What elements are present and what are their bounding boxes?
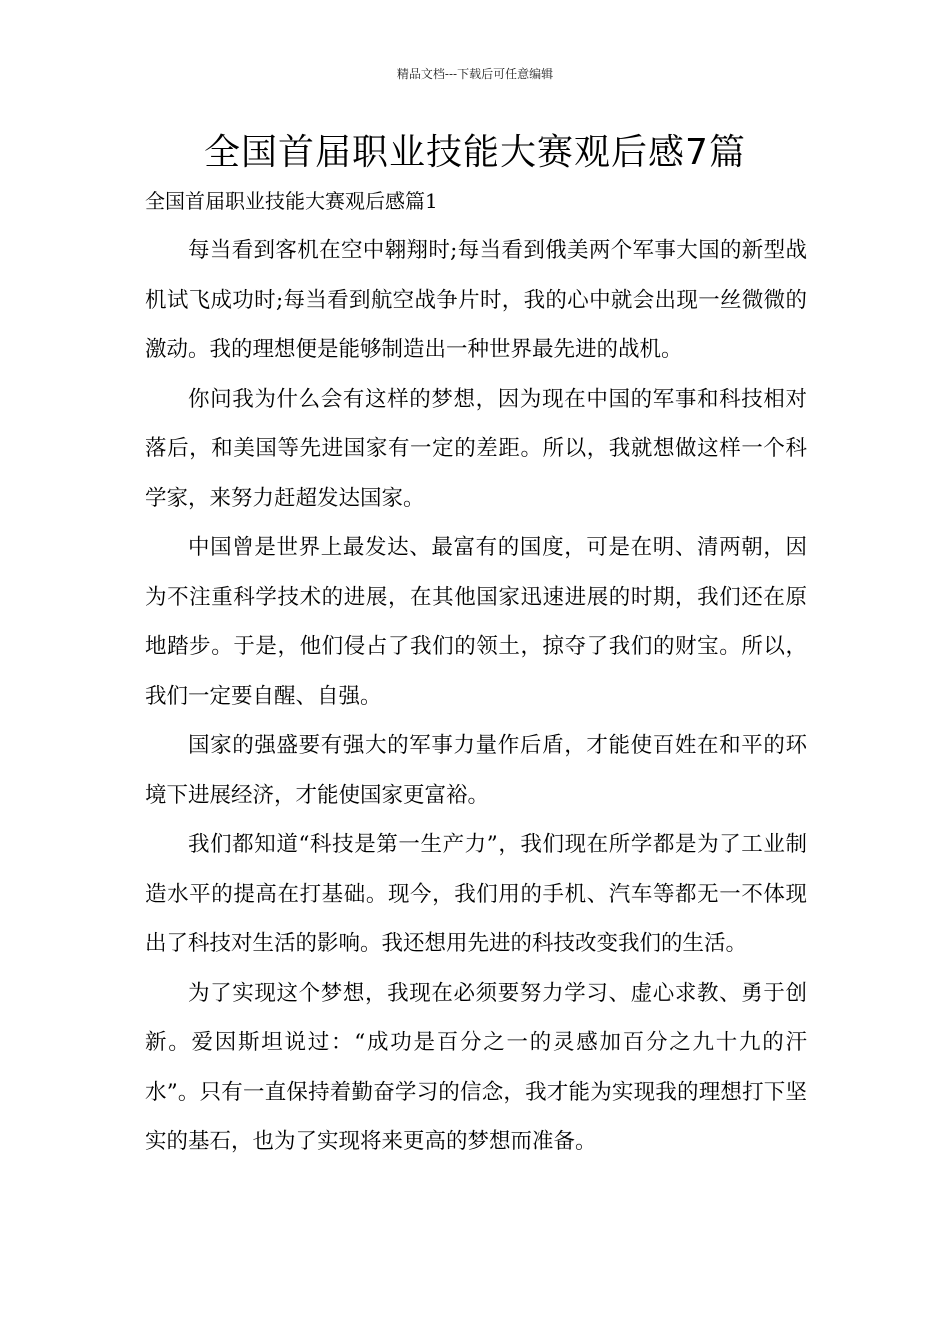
header-note: 精品文档---下载后可任意编辑: [396, 67, 554, 81]
section-heading: 全国首届职业技能大赛观后感篇1: [145, 189, 438, 213]
paragraph: 中国曾是世界上最发达、最富有的国度，可是在明、清两朝，因为不注重科学技术的进展，在其他国家迅速进展的时期，我们还在原地踏步。于是，他们侵占了我们的领土，掠夺了我们的财宝。所以，我们一定要自醒、自强。: [145, 535, 807, 709]
paragraph: 为了实现这个梦想，我现在必须要努力学习、虚心求教、勇于创新。爱因斯坦说过：“成功是百分之一的灵感加百分之九十九的汗水”。只有一直保持着勤奋学习的信念，我才能为实现我的理想打下坚实的基石，也为了实现将来更高的梦想而准备。: [145, 980, 807, 1154]
paragraph: 我们都知道“科技是第一生产力”，我们现在所学都是为了工业制造水平的提高在打基础。现今，我们用的手机、汽车等都无一不体现出了科技对生活的影响。我还想用先进的科技改变我们的生活。: [145, 832, 807, 956]
paragraph: 国家的强盛要有强大的军事力量作后盾，才能使百姓在和平的环境下进展经济，才能使国家更富裕。: [145, 733, 807, 808]
body-text: [145, 226, 807, 1167]
document-title: 全国首届职业技能大赛观后感7篇: [204, 132, 746, 173]
paragraph: 每当看到客机在空中翱翔时;每当看到俄美两个军事大国的新型战机试飞成功时;每当看到航空战争片时，我的心中就会出现一丝微微的激动。我的理想便是能够制造出一种世界最先进的战机。: [145, 238, 807, 362]
paragraph: 你问我为什么会有这样的梦想，因为现在中国的军事和科技相对落后，和美国等先进国家有一定的差距。所以，我就想做这样一个科学家，来努力赶超发达国家。: [145, 386, 807, 511]
